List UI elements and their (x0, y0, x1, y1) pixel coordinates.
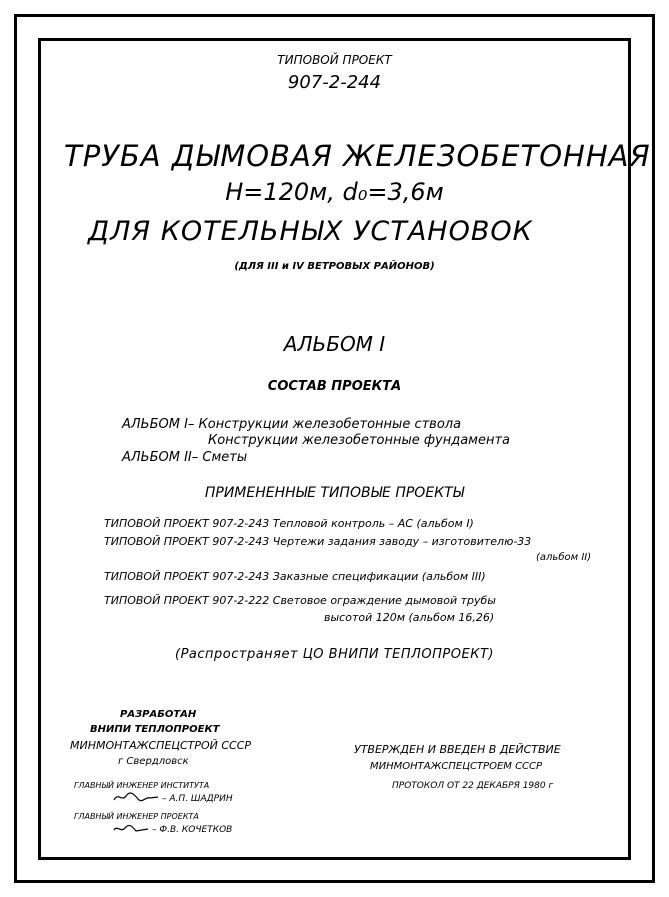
applied-line-1: ТИПОВОЙ ПРОЕКТ 907-2-243 Тепловой контроль – АС (альбом I) (104, 517, 474, 530)
chief-engineer-project-name: – Ф.В. КОЧЕТКОВ (152, 825, 233, 835)
contents-heading: СОСТАВ ПРОЕКТА (267, 379, 402, 394)
applied-line-3: ТИПОВОЙ ПРОЕКТ 907-2-243 Заказные спецификации (альбом III) (104, 570, 486, 583)
project-kind: ТИПОВОЙ ПРОЕКТ (277, 53, 392, 67)
developer-label: РАЗРАБОТАН (120, 709, 197, 720)
signature-shadrin (112, 790, 162, 804)
album-label: АЛЬБОМ I (283, 332, 386, 356)
approval-line-1: УТВЕРЖДЕН И ВВЕДЕН В ДЕЙСТВИЕ (354, 743, 561, 756)
title-line-1: ТРУБА ДЫМОВАЯ ЖЕЛЕЗОБЕТОННАЯ (64, 139, 651, 173)
contents-line-1: АЛЬБОМ I– Конструкции железобетонные ствола (122, 417, 462, 432)
developer-org-2: МИНМОНТАЖСПЕЦСТРОЙ СССР (70, 739, 252, 752)
contents-line-3: АЛЬБОМ II– Сметы (122, 450, 248, 465)
title-line-4: (ДЛЯ III и IV ВЕТРОВЫХ РАЙОНОВ) (234, 261, 435, 272)
developer-city: г Свердловск (118, 756, 189, 767)
approval-line-2: МИНМОНТАЖСПЕЦСТРОЕМ СССР (370, 761, 543, 772)
approval-line-3: ПРОТОКОЛ ОТ 22 ДЕКАБРЯ 1980 г (392, 781, 554, 791)
developer-org-1: ВНИПИ ТЕПЛОПРОЕКТ (90, 724, 220, 735)
title-line-2: H=120м, d₀=3,6м (225, 178, 444, 206)
chief-engineer-institute-name: – А.П. ШАДРИН (162, 794, 233, 804)
applied-line-4: ТИПОВОЙ ПРОЕКТ 907-2-222 Световое ограждение дымовой трубы (104, 594, 496, 607)
applied-heading: ПРИМЕНЕННЫЕ ТИПОВЫЕ ПРОЕКТЫ (204, 485, 465, 501)
title-line-3: ДЛЯ КОТЕЛЬНЫХ УСТАНОВОК (88, 216, 533, 247)
project-number: 907-2-244 (287, 72, 382, 93)
chief-engineer-institute-role: ГЛАВНЫЙ ИНЖЕНЕР ИНСТИТУТА (74, 781, 210, 790)
applied-line-2: ТИПОВОЙ ПРОЕКТ 907-2-243 Чертежи задания заводу – изготовителю-33 (104, 535, 532, 548)
contents-line-2: Конструкции железобетонные фундамента (208, 433, 511, 448)
chief-engineer-project-role: ГЛАВНЫЙ ИНЖЕНЕР ПРОЕКТА (74, 812, 199, 821)
applied-line-2b: (альбом II) (536, 552, 592, 563)
applied-line-4b: высотой 120м (альбом 16,26) (324, 611, 495, 624)
signature-kochetkov (112, 822, 152, 836)
distributor-note: (Распространяет ЦО ВНИПИ ТЕПЛОПРОЕКТ) (175, 647, 494, 662)
